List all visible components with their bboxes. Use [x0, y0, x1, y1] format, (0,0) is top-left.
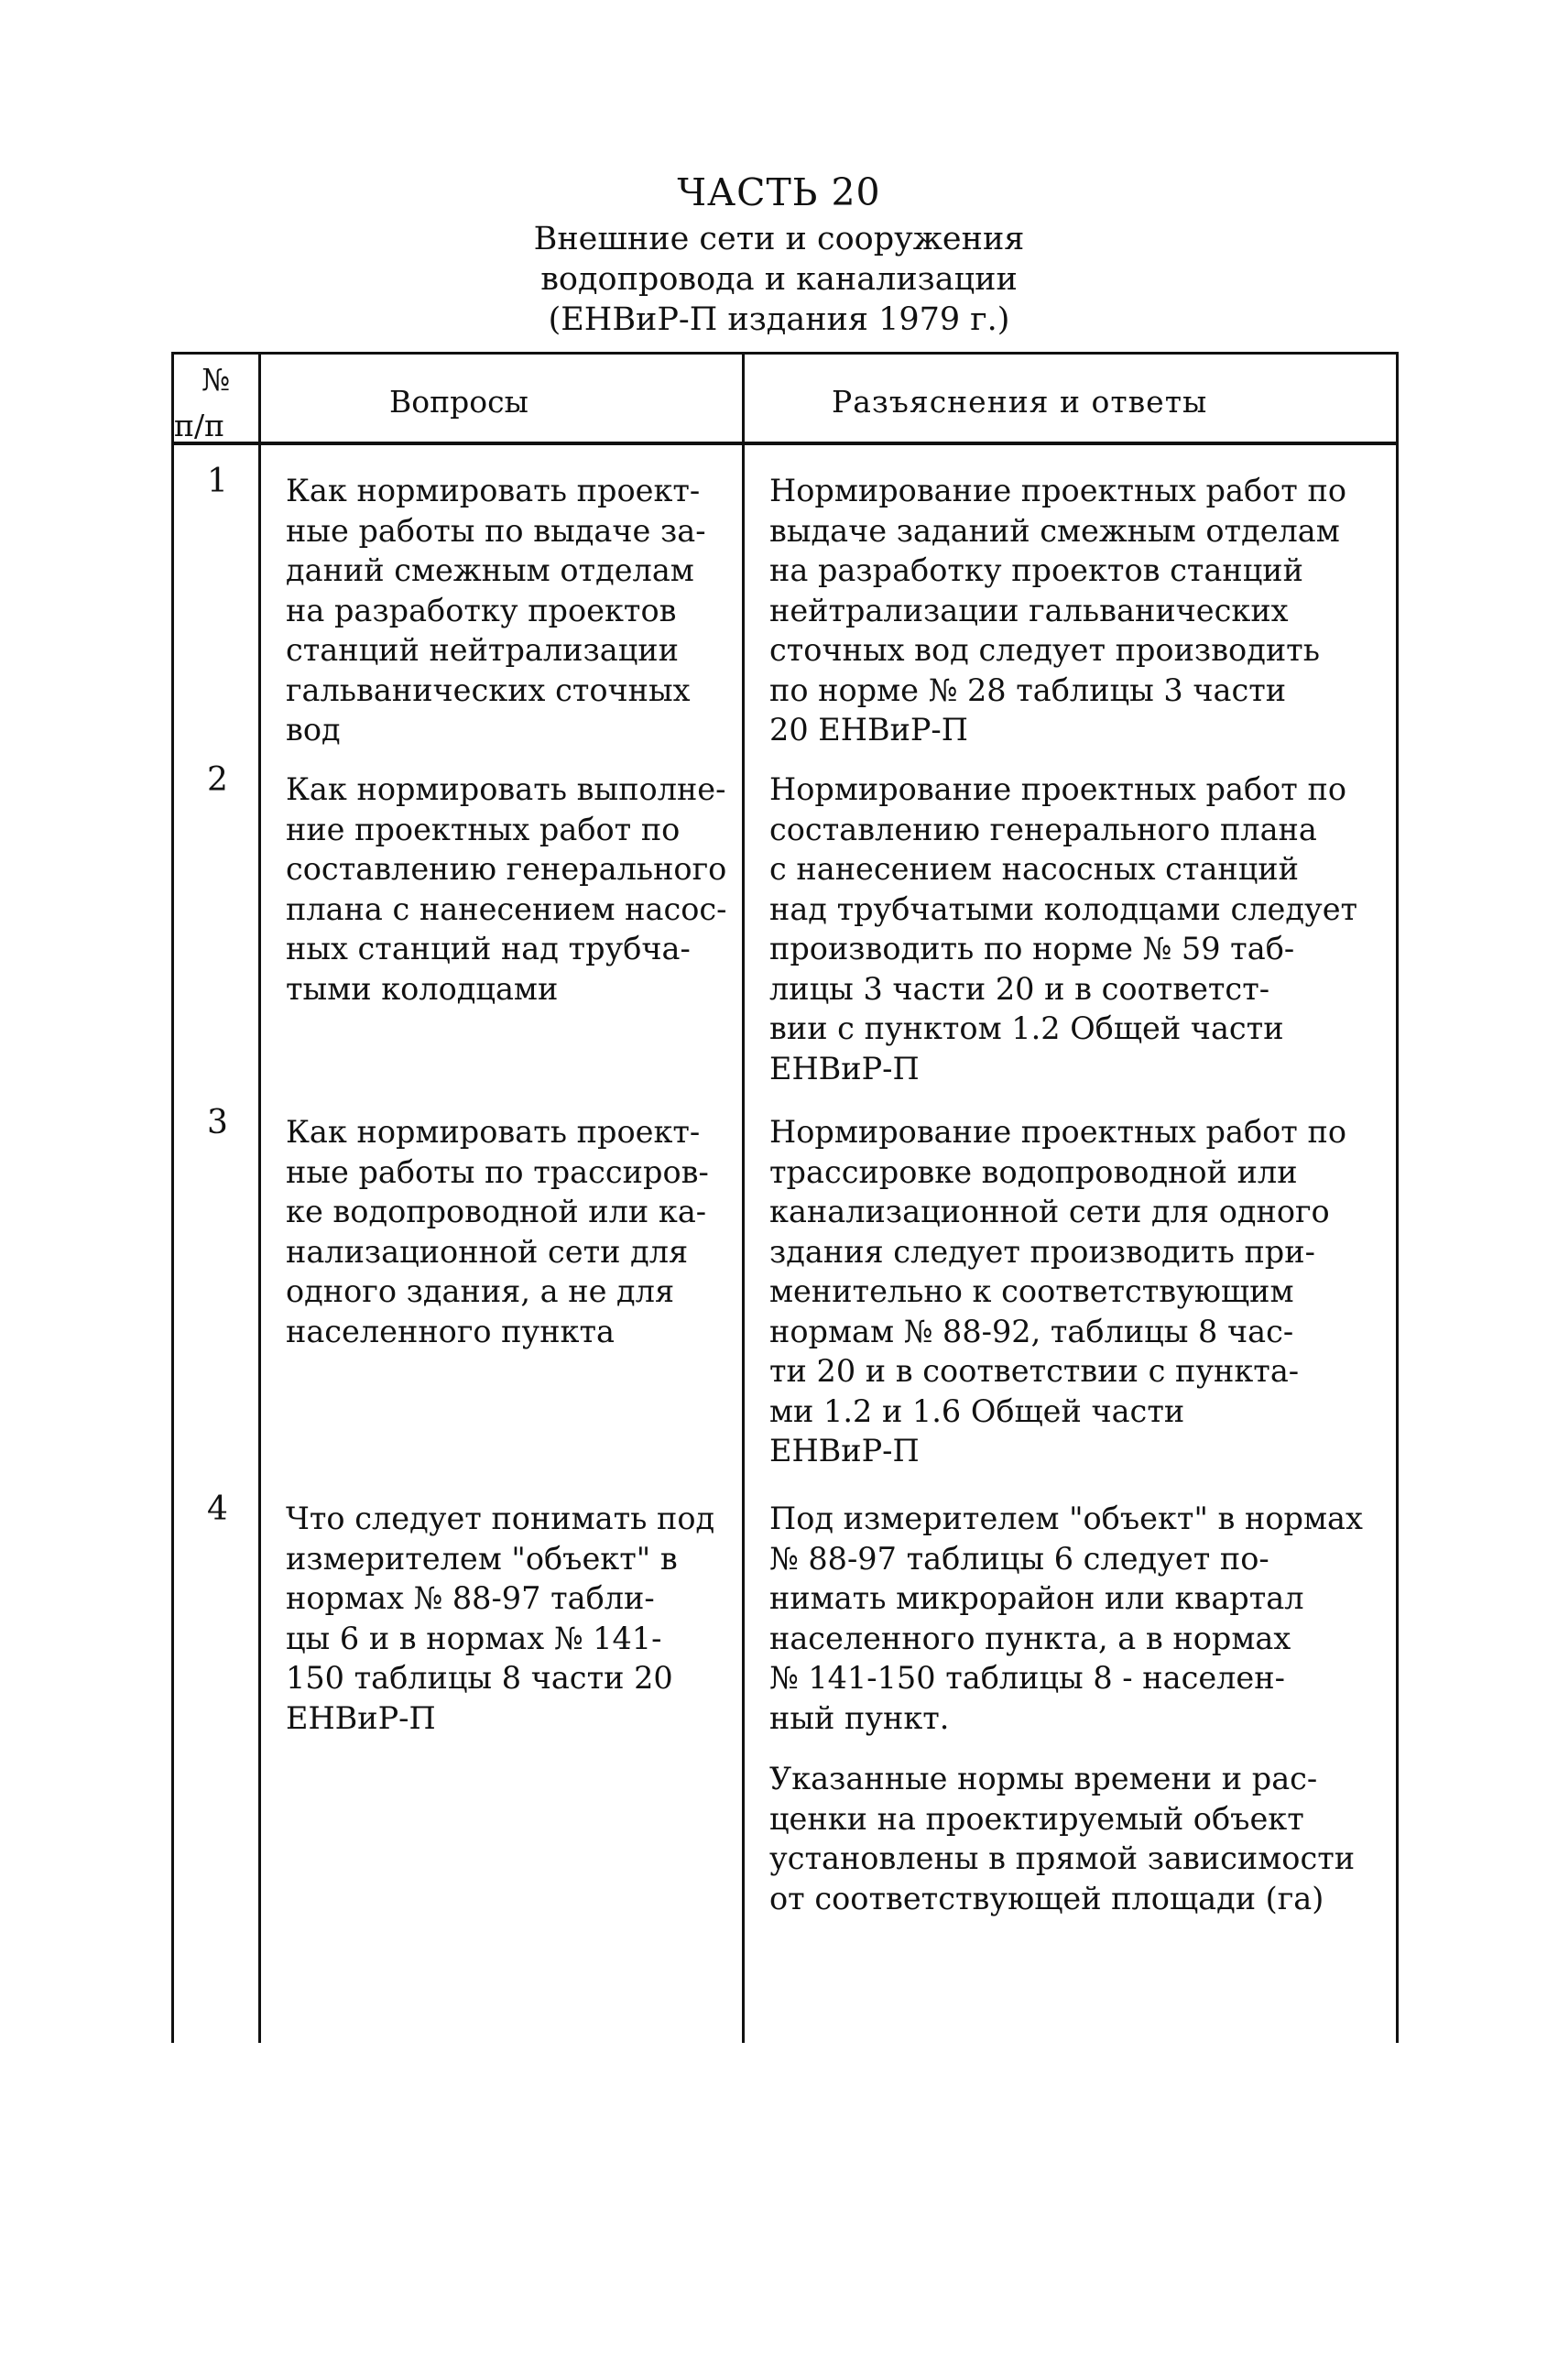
question-text: Как нормировать выполне- ние проектных работ по составлению генерального плана с нанесением насос- ных станций над трубча- тыми колодцами [286, 771, 727, 1007]
row-number: 4 [207, 1490, 228, 1528]
part-heading: ЧАСТЬ 20 [677, 170, 881, 214]
col-header-question: Вопросы [389, 384, 528, 420]
row-number: 3 [207, 1104, 228, 1141]
answer-text: Нормирование проектных работ по выдаче заданий смежным отделам на разработку проектов станций нейтрализации гальванических сточных вод следует производить по норме № 28 таблицы 3 части 20 ЕНВиР-П [769, 473, 1346, 748]
question-text: Что следует понимать под измерителем "объект" в нормах № 88-97 табли- цы 6 и в нормах № 141- 150 таблицы 8 части 20 ЕНВиР-П [286, 1501, 715, 1736]
answer-note: Указанные нормы времени и рас- ценки на проектируемый объект установлены в прямой зависимости от соответствующей площади (га) [769, 1761, 1356, 1916]
question-text: Как нормировать проект- ные работы по трассиров- ке водопроводной или ка- нализационной сети для одного здания, а не для населенного пункта [286, 1114, 709, 1349]
table-top-border [171, 352, 1398, 355]
table-num-divider [258, 352, 261, 2043]
edition-note: (ЕНВиР-П издания 1979 г.) [548, 301, 1010, 338]
question-text: Как нормировать проект- ные работы по выдаче за- даний смежным отделам на разработку проектов станций нейтрализации гальванических сточных вод [286, 473, 706, 748]
section-title-line2: водопровода и канализации [540, 261, 1018, 298]
answer-text: Нормирование проектных работ по составлению генерального плана с нанесением насосных станций над трубчатыми колодцами следует производить по норме № 59 таб- лицы 3 части 20 и в соответст- вии с пунктом 1.2 Общей части ЕНВиР-П [769, 771, 1358, 1086]
col-header-num-label: п/п [174, 410, 225, 441]
row-number: 2 [207, 761, 228, 799]
table-left-border [171, 352, 174, 2043]
row-number: 1 [207, 463, 228, 500]
answer-text: Под измерителем "объект" в нормах № 88-97 таблицы 6 следует по- нимать микрорайон или квартал населенного пункта, а в нормах № 141-150 таблицы 8 - населен- ный пункт. [769, 1501, 1363, 1736]
table-header-divider [171, 442, 1398, 445]
section-title-line1: Внешние сети и сооружения [533, 221, 1025, 257]
table-right-border [1396, 352, 1399, 2043]
answer-text: Нормирование проектных работ по трассировке водопроводной или канализационной сети для одного здания следует производить при- менительно к соответствующим нормам № 88-92, таблицы 8 час- ти 20 и в соответствии с пункта- ми 1.2 и 1.6 Общей части ЕНВиР-П [769, 1114, 1346, 1468]
col-header-num-symbol: № [202, 362, 231, 398]
table-col-divider [742, 352, 745, 2043]
col-header-answer: Разъяснения и ответы [832, 384, 1208, 420]
